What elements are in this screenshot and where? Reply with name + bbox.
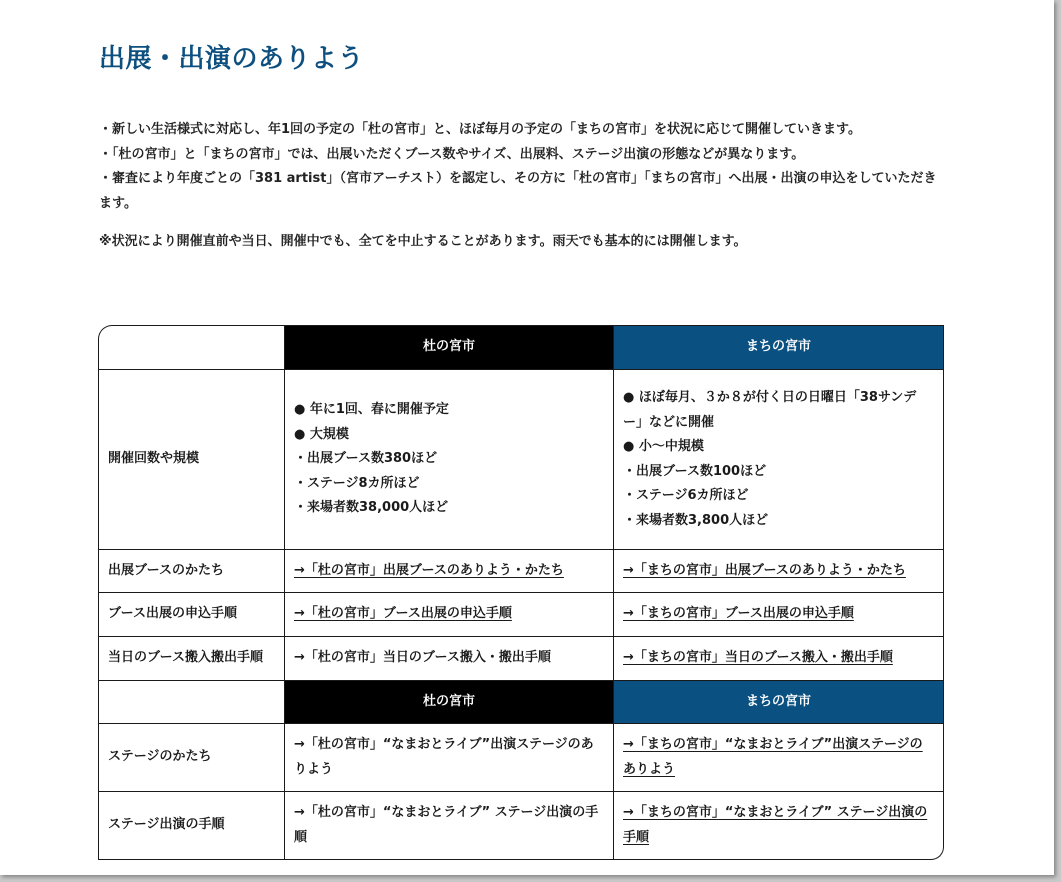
booth-setup-machi-cell — [614, 637, 944, 681]
scale-machi-line: ● ほぼ毎月、３か８が付く日の日曜日「38サンデ — [623, 390, 917, 405]
stage-procedure-machi-cell — [614, 792, 944, 860]
scale-mori-cell — [285, 370, 614, 550]
table-row-stage-procedure — [99, 792, 944, 860]
booth-setup-mori-cell — [285, 637, 614, 681]
booth-application-machi-cell — [614, 593, 944, 637]
header-mori-no-miyaichi: 杜の宮市 — [285, 681, 614, 724]
header-machi-no-miyaichi: まちの宮市 — [614, 681, 944, 724]
scale-machi-line: ・出展ブース数100ほど — [623, 463, 767, 479]
intro-line: ・審査により年度ごとの「381 artist」（宮市アーチスト）を認定し、その方に「杜の宮市」「まちの宮市」へ出展・出演の申込をしていただきます。 — [99, 171, 937, 211]
scale-machi-line: ● 小〜中規模 — [623, 439, 704, 454]
scale-mori-line: ・出展ブース数380ほど — [294, 451, 438, 467]
stage-shape-mori-cell — [285, 724, 614, 792]
table-row-booth-setup — [99, 637, 944, 681]
scale-mori-line: ・ステージ8カ所ほど — [294, 475, 420, 491]
table-corner-cell — [99, 681, 285, 724]
row-label: ステージのかたち — [99, 724, 285, 792]
page-title: 出展・出演のありよう — [99, 44, 365, 74]
table-corner-cell — [99, 326, 285, 370]
booth-shape-mori-link[interactable]: →「杜の宮市」出展ブースのありよう・かたち — [294, 562, 564, 578]
booth-setup-machi-link[interactable]: →「まちの宮市」当日のブース搬入・搬出手順 — [623, 650, 893, 666]
booth-application-mori-link[interactable]: →「杜の宮市」ブース出展の申込手順 — [294, 606, 512, 622]
scale-mori-line: ・来場者数38,000人ほど — [294, 500, 449, 516]
table-header-row — [99, 326, 944, 370]
row-label: 開催回数や規模 — [99, 370, 285, 550]
row-label: 出展ブースのかたち — [99, 550, 285, 593]
intro-text — [99, 118, 944, 216]
row-label: 当日のブース搬入搬出手順 — [99, 637, 285, 681]
scale-mori-line: ● 年に1回、春に開催予定 — [294, 402, 449, 418]
scale-machi-line: ー」などに開催 — [623, 414, 715, 430]
scale-mori-line: ● 大規模 — [294, 426, 349, 442]
row-label: ステージ出演の手順 — [99, 792, 285, 860]
scale-machi-cell — [614, 370, 944, 550]
intro-line: ・新しい生活様式に対応し、年1回の予定の「杜の宮市」と、ほぼ毎月の予定の「まちの宮市」を状況に応じて開催していきます。 — [99, 122, 862, 137]
table-row-scale — [99, 370, 944, 550]
booth-application-machi-link[interactable]: →「まちの宮市」ブース出展の申込手順 — [623, 606, 854, 622]
row-label: ブース出展の申込手順 — [99, 593, 285, 637]
booth-setup-mori-text: →「杜の宮市」当日のブース搬入・搬出手順 — [294, 650, 551, 666]
booth-shape-machi-cell — [614, 550, 944, 593]
booth-shape-machi-link[interactable]: →「まちの宮市」出展ブースのありよう・かたち — [623, 562, 906, 578]
booth-application-mori-cell — [285, 593, 614, 637]
header-mori-no-miyaichi: 杜の宮市 — [285, 326, 614, 370]
table-row-stage-shape — [99, 724, 944, 792]
table-row-booth-shape — [99, 550, 944, 593]
booth-shape-mori-cell — [285, 550, 614, 593]
stage-shape-machi-link[interactable]: →「まちの宮市」“なまおとライブ”出演ステージのありよう — [623, 737, 923, 777]
stage-procedure-mori-cell — [285, 792, 614, 860]
scale-machi-line: ・来場者数3,800人ほど — [623, 512, 769, 528]
scale-machi-line: ・ステージ6カ所ほど — [623, 488, 749, 503]
comparison-table — [98, 325, 944, 860]
stage-shape-machi-cell — [614, 724, 944, 792]
intro-line: ・「杜の宮市」と「まちの宮市」では、出展いただくブース数やサイズ、出展料、ステージ出演の形態などが異なります。 — [99, 146, 805, 162]
table-header-row-2 — [99, 681, 944, 724]
stage-procedure-mori-text: →「杜の宮市」“なまおとライブ” ステージ出演の手順 — [294, 805, 599, 845]
table-row-booth-application — [99, 593, 944, 637]
stage-procedure-machi-link[interactable]: →「まちの宮市」“なまおとライブ” ステージ出演の手順 — [623, 805, 928, 845]
notice-text: ※状況により開催直前や当日、開催中でも、全てを中止することがあります。雨天でも基本的には開催します。 — [99, 234, 747, 249]
header-machi-no-miyaichi: まちの宮市 — [614, 326, 944, 370]
stage-shape-mori-text: →「杜の宮市」“なまおとライブ”出演ステージのありよう — [294, 737, 594, 777]
